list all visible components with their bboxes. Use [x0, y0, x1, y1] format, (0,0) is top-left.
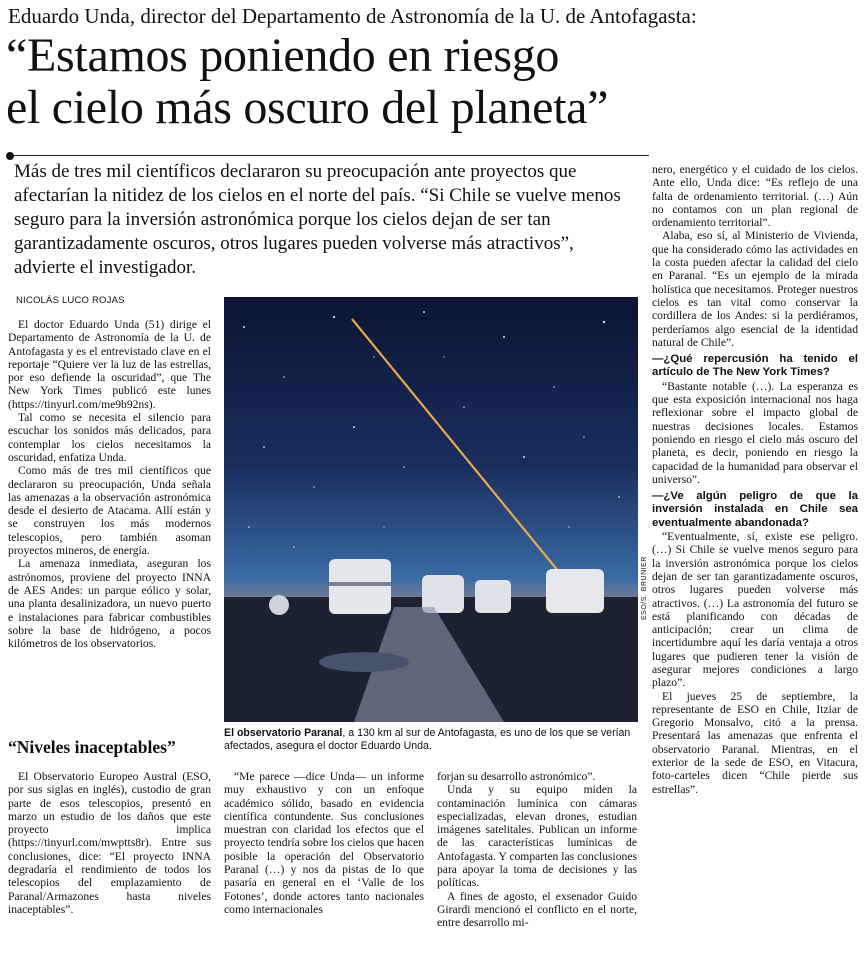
paragraph: Como más de tres mil científicos que declararon su preocupación, Unda señala las amenazas a la observación astronómica desde el desierto de Atacama. Allí están y se construyen los más modernos telescopios, pero también asoman proyectos mineros, de energía.: [8, 464, 211, 558]
observatory-illustration: [224, 297, 638, 722]
interview-answer-2: “Eventualmente, sí, existe ese peligro. (…) Si Chile se vuelve menos seguro para la inversión astronómica porque los cielos dejan de ser tan garantizadamente oscuros, otros lugares pueden volverse más atractivos. (…) La astronomía del futuro se está planificando con décadas de anticipación; crear un clima de incertidumbre aquí les daría ventaja a otros lugares que pudieren tener la visión de asegurar mejores condiciones a largo plazo”.: [652, 530, 858, 690]
bullet-icon: [6, 152, 14, 160]
paragraph: “Me parece —dice Unda— un informe muy exhaustivo y con un enfoque académico sólido, basado en evidencia científica contundente. Sus conclusiones muestran con claridad los efectos que el proyecto tendría sobre los cielos que hacen posible la operación del Observatorio Paranal (…) y nos da pistas de lo que pasaría en general en el ‘Valle de los Fotones’, donde actores tanto nacionales como internacionales: [224, 770, 424, 916]
paragraph: forjan su desarrollo astronómico”.: [437, 770, 596, 783]
observatory-photo: [224, 297, 638, 722]
caption-lead: El observatorio Paranal: [224, 727, 343, 739]
paragraph: Unda y su equipo miden la contaminación lumínica con cámaras especializadas, elevan drones, estudian imágenes satelitales. Publican un informe de las características lumínicas de Antofagasta. Y comparten las conclusiones para apoyar la toma de decisiones y las políticas.: [437, 783, 637, 890]
subheading: “Niveles inaceptables”: [8, 737, 176, 757]
paragraph: El Observatorio Europeo Austral (ESO, por sus siglas en inglés), custodio de gran parte de esos telescopios, presentó en marzo un estudio de los daños que este proyecto implica (https://tinyurl.com/mwptts8r). Entre sus conclusiones, dice: “El proyecto INNA degradaría el rendimiento de todos los telescopios del emplazamiento de Paranal/Armazones hasta niveles inaceptables”.: [8, 770, 211, 916]
interview-question-2: —¿Ve algún peligro de que la inversión instalada en Chile sea eventualmente abandonada?: [652, 490, 858, 529]
headline: [6, 30, 856, 134]
paragraph: A fines de agosto, el exsenador Guido Girardi mencionó el conflicto en el norte, entre desarrollo mi-: [437, 889, 637, 930]
paragraph: El jueves 25 de septiembre, la representante de ESO en Chile, Itziar de Gregorio Monsalvo, citó a la prensa. Presentará las amenazas que enfrenta el observatorio Paranal. Mientras, en el exterior de la sede de ESO, en Vitacura, foto-carteles dicen “Chile pierde sus estrellas”.: [652, 689, 858, 796]
paragraph: Alaba, eso sí, al Ministerio de Vivienda, que ha considerado cómo las actividades en la costa pueden afectar la calidad del cielo en Paranal. “Es un ejemplo de la mirada holística que necesitamos. Proteger nuestros cielos es tan vital como conservar la cordillera de los Andes: si la perdiéramos, perderíamos algo esencial de la identidad natural de Chile”.: [652, 229, 858, 349]
photo-caption: [224, 727, 638, 753]
column-3: [437, 770, 637, 930]
interview-question-1: —¿Qué repercusión ha tenido el artículo de The New York Times?: [652, 353, 858, 379]
column-1-lower: [8, 770, 211, 916]
interview-answer-1: “Bastante notable (…). La esperanza es que esta exposición internacional nos haga reflexionar sobre el impacto global de nuestras decisiones locales. Estamos poniendo en riesgo el cielo más oscuro del planeta, es decir, poniendo en riesgo la capacidad de la humanidad para observar el universo”.: [652, 379, 858, 486]
paragraph: El doctor Eduardo Unda (51) dirige el Departamento de Astronomía de la U. de Antofagasta y es el entrevistado clave en el reportaje “Quiere ver la luz de las estrellas, por eso defiende la oscuridad”, que The New York Times publicó este lunes (https://tinyurl.com/me9b92ns).: [8, 318, 211, 411]
column-1: [8, 318, 211, 650]
photo-credit: ESO/S. BRUNIER: [641, 556, 648, 620]
kicker: Eduardo Unda, director del Departamento de Astronomía de la U. de Antofagasta:: [8, 4, 697, 28]
divider: [14, 155, 649, 156]
headline-line-1: “Estamos poniendo en riesgo: [6, 29, 560, 82]
byline: NICOLÁS LUCO ROJAS: [16, 295, 125, 306]
paragraph: nero, energético y el cuidado de los cielos. Ante ello, Unda dice: “Es reflejo de una falta de ordenamiento territorial. (…) Aún no contamos con un plan regional de ordenamiento territorial”.: [652, 163, 858, 230]
paragraph: Tal como se necesita el silencio para escuchar los sonidos más delicados, para contemplar los cielos necesitamos la oscuridad, enfatiza Unda.: [8, 411, 211, 464]
column-4: [652, 163, 858, 796]
lead-paragraph: Más de tres mil científicos declararon su preocupación ante proyectos que afectarían la nitidez de los cielos en el norte del país. “Si Chile se vuelve menos seguro para la inversión astronómica porque los cielos dejan de ser tan garantizadamente oscuros, otros lugares pueden volverse más atractivos”, advierte el investigador.: [14, 161, 621, 278]
headline-line-2: el cielo más oscuro del planeta”: [6, 81, 609, 134]
column-2: [224, 770, 424, 916]
paragraph: La amenaza inmediata, aseguran los astrónomos, proviene del proyecto INNA de AES Andes: un parque eólico y solar, una planta desalinizadora, un nuevo puerto e instalaciones para fabricar combustibles sobre la base de hidrógeno, a pocos kilómetros de los observatorios.: [8, 557, 211, 651]
caption-text: , a 130 km al sur de Antofagasta, es uno de los que se verían afectados, asegura el doctor Eduardo Unda.: [224, 727, 631, 752]
